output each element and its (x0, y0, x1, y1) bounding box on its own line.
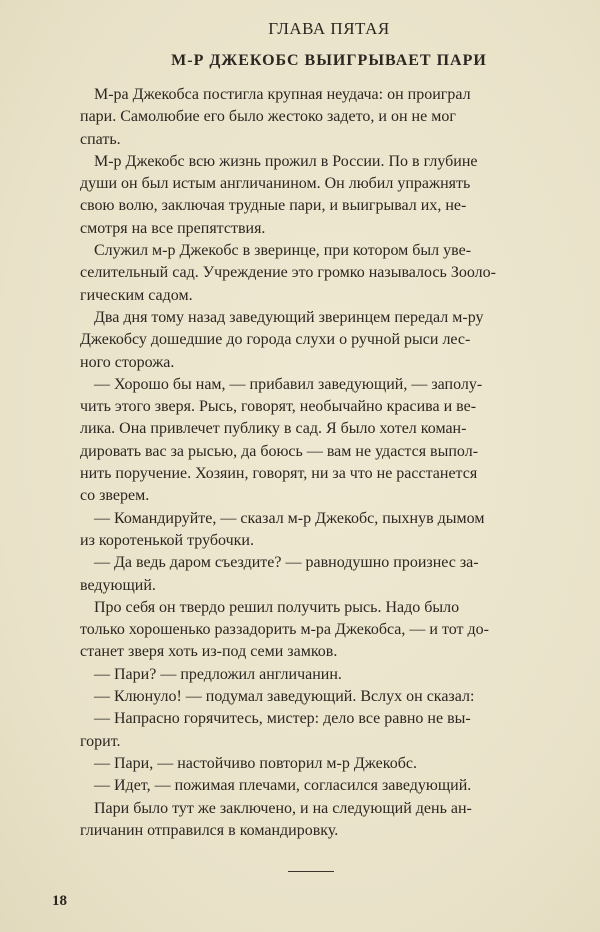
body-text (80, 84, 578, 842)
text-line: — Напрасно горячитесь, мистер: дело все равно не вы- (94, 710, 471, 728)
text-line: М-ра Джекобса постигла крупная неудача: он проиграл (94, 86, 471, 103)
text-line: селительный сад. Учреждение это громко называлось Зооло- (80, 264, 496, 282)
text-line: дировать вас за рысью, да боюсь — вам не удастся выпол- (80, 442, 479, 460)
text-line: свою волю, заключая трудные пари, и выигрывал их, не- (80, 197, 467, 215)
text-line: — Хорошо бы нам, — прибавил заведующий, — заполу- (94, 375, 483, 393)
text-line: пари. Самолюбие его было жестоко задето, и он не мог (80, 108, 456, 126)
text-line: — Пари? — предложил англичанин. (94, 665, 342, 683)
text-line: Служил м-р Джекобс в зверинце, при котором был уве- (94, 242, 472, 260)
text-line: — Да ведь даром съездите? — равнодушно произнес за- (94, 554, 479, 572)
text-line: со зверем. (80, 487, 150, 505)
text-line: души он был истым англичанином. Он любил упражнять (80, 175, 471, 193)
text-line: горит. (80, 732, 121, 750)
text-line: лика. Она привлечет публику в сад. Я было хотел коман- (80, 420, 467, 438)
text-line: Пари было тут же заключено, и на следующий день ан- (94, 799, 472, 817)
text-line: только хорошенько раззадорить м-ра Джекобса, — и тот до- (80, 621, 489, 639)
end-rule (288, 871, 334, 872)
text-line: нить поручение. Хозяин, говорят, ни за что не расстанется (80, 465, 478, 483)
text-line: Джекобсу дошедшие до города слухи о ручной рыси лес- (80, 331, 471, 349)
text-line: станет зверя хоть из-под семи замков. (80, 643, 338, 661)
text-line: гическим садом. (80, 286, 193, 304)
text-line: смотря на все препятствия. (80, 219, 266, 237)
chapter-title: М-Р ДЖЕКОБС ВЫИГРЫВАЕТ ПАРИ (171, 52, 487, 69)
chapter-heading: ГЛАВА ПЯТАЯ (268, 19, 390, 38)
text-line: М-р Джекобс всю жизнь прожил в России. По в глубине (94, 152, 478, 170)
text-line: гличанин отправился в командировку. (80, 821, 339, 839)
text-line: ного сторожа. (80, 353, 175, 371)
page-number: 18 (52, 893, 67, 909)
text-line: Про себя он твердо решил получить рысь. Надо было (94, 598, 460, 616)
text-line: спать. (80, 130, 121, 148)
text-line: — Идет, — пожимая плечами, согласился заведующий. (94, 777, 472, 795)
text-line: — Пари, — настойчиво повторил м-р Джекобс. (94, 754, 417, 772)
text-line: — Клюнуло! — подумал заведующий. Вслух он сказал: (94, 688, 475, 706)
text-line: из коротенькой трубочки. (80, 531, 254, 549)
text-line: — Командируйте, — сказал м-р Джекобс, пыхнув дымом (94, 509, 485, 527)
text-line: Два дня тому назад заведующий зверинцем передал м-ру (94, 308, 484, 326)
text-line: чить этого зверя. Рысь, говорят, необычайно красива и ве- (80, 398, 477, 416)
text-line: ведующий. (80, 576, 156, 594)
